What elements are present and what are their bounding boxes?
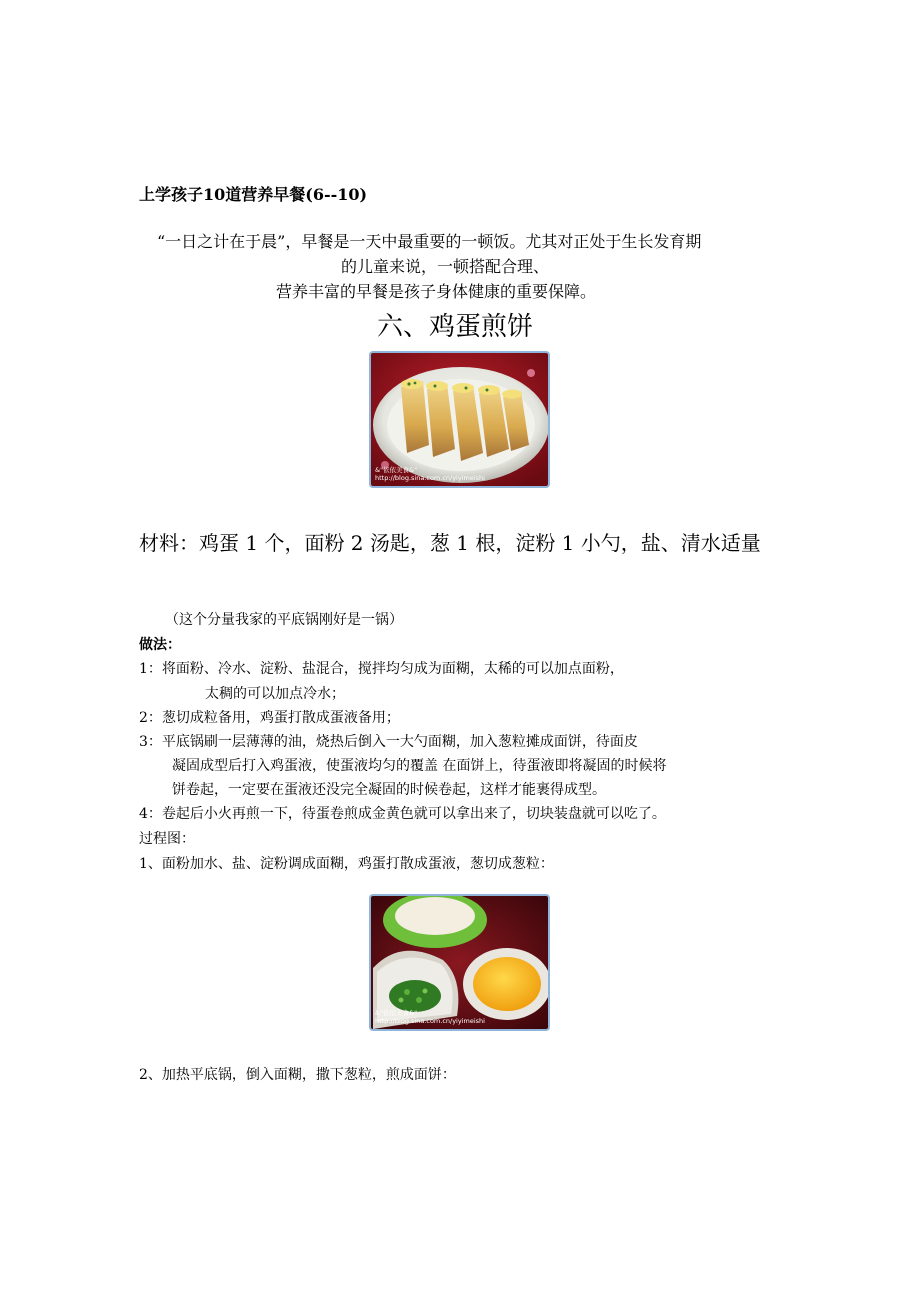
- document-title: 上学孩子10道营养早餐(6--10): [139, 185, 368, 204]
- step-1-continued: 太稠的可以加点冷水；: [205, 686, 345, 702]
- intro-line-3: 营养丰富的早餐是孩子身体健康的重要保障。: [276, 282, 597, 301]
- ingredients-photo: [369, 894, 550, 1031]
- step-3-line-3: 饼卷起，一定要在蛋液还没完全凝固的时候卷起，这样才能裹得成型。: [172, 782, 606, 798]
- intro-line-2: 的儿童来说，一顿搭配合理、: [341, 257, 550, 276]
- process-heading: 过程图：: [139, 831, 195, 847]
- step-1: 1：将面粉、冷水、淀粉、盐混合，搅拌均匀成为面糊，太稀的可以加点面粉，: [139, 661, 624, 677]
- photo-watermark: &"依依美食&" http://blog.sina.com.cn/yiyimeishi: [375, 466, 485, 482]
- intro-line-1: “一日之计在于晨”，早餐是一天中最重要的一顿饭。尤其对正处于生长发育期: [157, 232, 702, 251]
- photo-watermark: &"依依美食&" http://blog.sina.com.cn/yiyimeishi: [375, 1009, 485, 1025]
- process-step-2: 2、加热平底锅，倒入面糊，撒下葱粒，煎成面饼：: [139, 1067, 456, 1083]
- step-3: 3：平底锅刷一层薄薄的油，烧热后倒入一大勺面糊，加入葱粒摊成面饼，待面皮: [139, 734, 638, 750]
- portion-note: （这个分量我家的平底锅刚好是一锅）: [165, 612, 403, 628]
- section-title: 六、鸡蛋煎饼: [377, 312, 534, 342]
- step-3-line-2: 凝固成型后打入鸡蛋液，使蛋液均匀的覆盖 在面饼上，待蛋液即将凝固的时候将: [172, 758, 667, 774]
- step-2: 2：葱切成粒备用，鸡蛋打散成蛋液备用；: [139, 710, 400, 726]
- materials-line: 材料：鸡蛋 1 个，面粉 2 汤匙，葱 1 根，淀粉 1 小勺，盐、清水适量: [139, 531, 761, 555]
- method-heading: 做法：: [139, 637, 181, 653]
- step-4: 4：卷起后小火再煎一下，待蛋卷煎成金黄色就可以拿出来了，切块装盘就可以吃了。: [139, 806, 666, 822]
- process-step-1: 1、面粉加水、盐、淀粉调成面糊，鸡蛋打散成蛋液，葱切成葱粒：: [139, 856, 554, 872]
- egg-pancake-photo: [369, 351, 550, 488]
